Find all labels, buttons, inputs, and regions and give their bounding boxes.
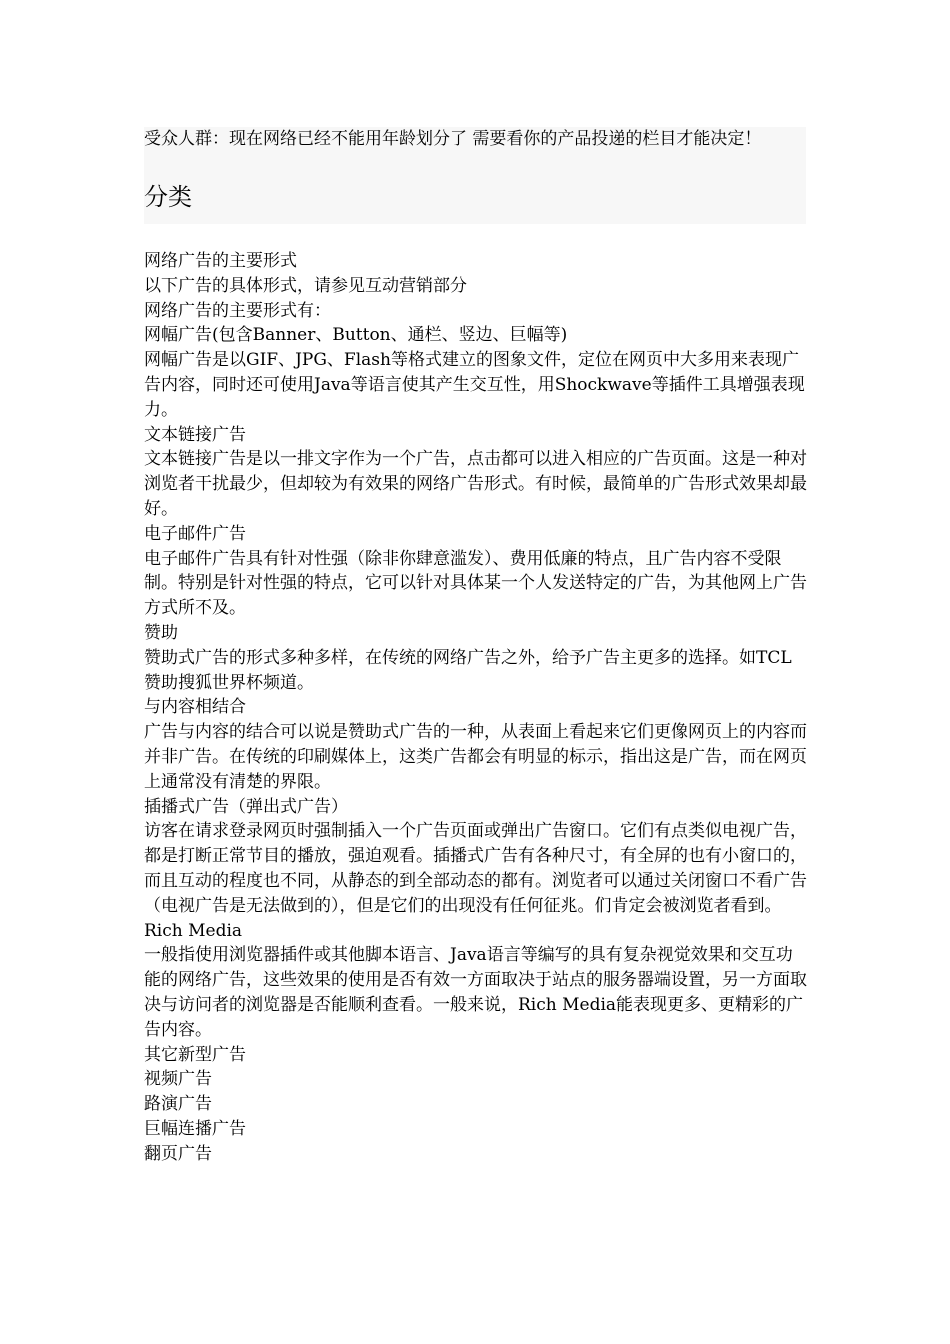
paragraph: 文本链接广告 bbox=[144, 424, 246, 445]
intro-paragraph: 受众人群：现在网络已经不能用年龄划分了 需要看你的产品投递的栏目才能决定！ bbox=[144, 129, 762, 149]
section-heading: 分类 bbox=[144, 183, 192, 211]
paragraph: 电子邮件广告 bbox=[144, 523, 246, 544]
section-gap bbox=[144, 224, 808, 249]
paragraph: 其它新型广告 bbox=[144, 1044, 246, 1065]
body-text bbox=[144, 249, 808, 1166]
paragraph: 赞助式广告的形式多种多样，在传统的网络广告之外，给予广告主更多的选择。如TCL赞助搜狐世界杯频道。 bbox=[144, 647, 792, 693]
paragraph: 以下广告的具体形式，请参见互动营销部分 bbox=[144, 275, 467, 296]
paragraph: 网幅广告是以GIF、JPG、Flash等格式建立的图象文件，定位在网页中大多用来表现广告内容，同时还可使用Java等语言使其产生交互性，用Shockwave等插件工具增强表现力。 bbox=[144, 350, 805, 420]
paragraph: 巨幅连播广告 bbox=[144, 1118, 246, 1139]
shaded-section bbox=[144, 127, 806, 224]
paragraph: 网络广告的主要形式有： bbox=[144, 300, 331, 321]
paragraph: 赞助 bbox=[144, 622, 178, 643]
paragraph: 路演广告 bbox=[144, 1094, 212, 1115]
paragraph: Rich Media bbox=[144, 920, 243, 941]
paragraph: 电子邮件广告具有针对性强（除非你肆意滥发）、费用低廉的特点，且广告内容不受限制。特别是针对性强的特点，它可以针对具体某一个人发送特定的广告，为其他网上广告方式所不及。 bbox=[144, 548, 807, 619]
paragraph: 翻页广告 bbox=[144, 1143, 212, 1164]
paragraph: 访客在请求登录网页时强制插入一个广告页面或弹出广告窗口。它们有点类似电视广告，都是打断正常节目的播放，强迫观看。插播式广告有各种尺寸，有全屏的也有小窗口的，而且互动的程度也不同，从静态的到全部动态的都有。浏览者可以通过关闭窗口不看广告（电视广告是无法做到的），但是它们的出现没有任何征兆。们肯定会被浏览者看到。 bbox=[144, 821, 807, 916]
paragraph: 广告与内容的结合可以说是赞助式广告的一种，从表面上看起来它们更像网页上的内容而并非广告。在传统的印刷媒体上，这类广告都会有明显的标示，指出这是广告，而在网页上通常没有清楚的界限。 bbox=[144, 722, 807, 792]
paragraph: 网络广告的主要形式 bbox=[144, 251, 297, 271]
paragraph: 一般指使用浏览器插件或其他脚本语言、Java语言等编写的具有复杂视觉效果和交互功能的网络广告，这些效果的使用是否有效一方面取决于站点的服务器端设置，另一方面取决与访问者的浏览器是否能顺利查看。一般来说，Rich Media能表现更多、更精彩的广告内容。 bbox=[144, 945, 807, 1040]
paragraph: 文本链接广告是以一排文字作为一个广告，点击都可以进入相应的广告页面。这是一种对浏览者干扰最少，但却较为有效果的网络广告形式。有时候，最简单的广告形式效果却最好。 bbox=[144, 449, 807, 519]
paragraph: 插播式广告（弹出式广告） bbox=[144, 796, 348, 817]
paragraph: 视频广告 bbox=[144, 1069, 212, 1090]
paragraph: 网幅广告(包含Banner、Button、通栏、竖边、巨幅等) bbox=[144, 325, 568, 346]
document-page bbox=[144, 127, 808, 1166]
paragraph: 与内容相结合 bbox=[144, 697, 246, 718]
